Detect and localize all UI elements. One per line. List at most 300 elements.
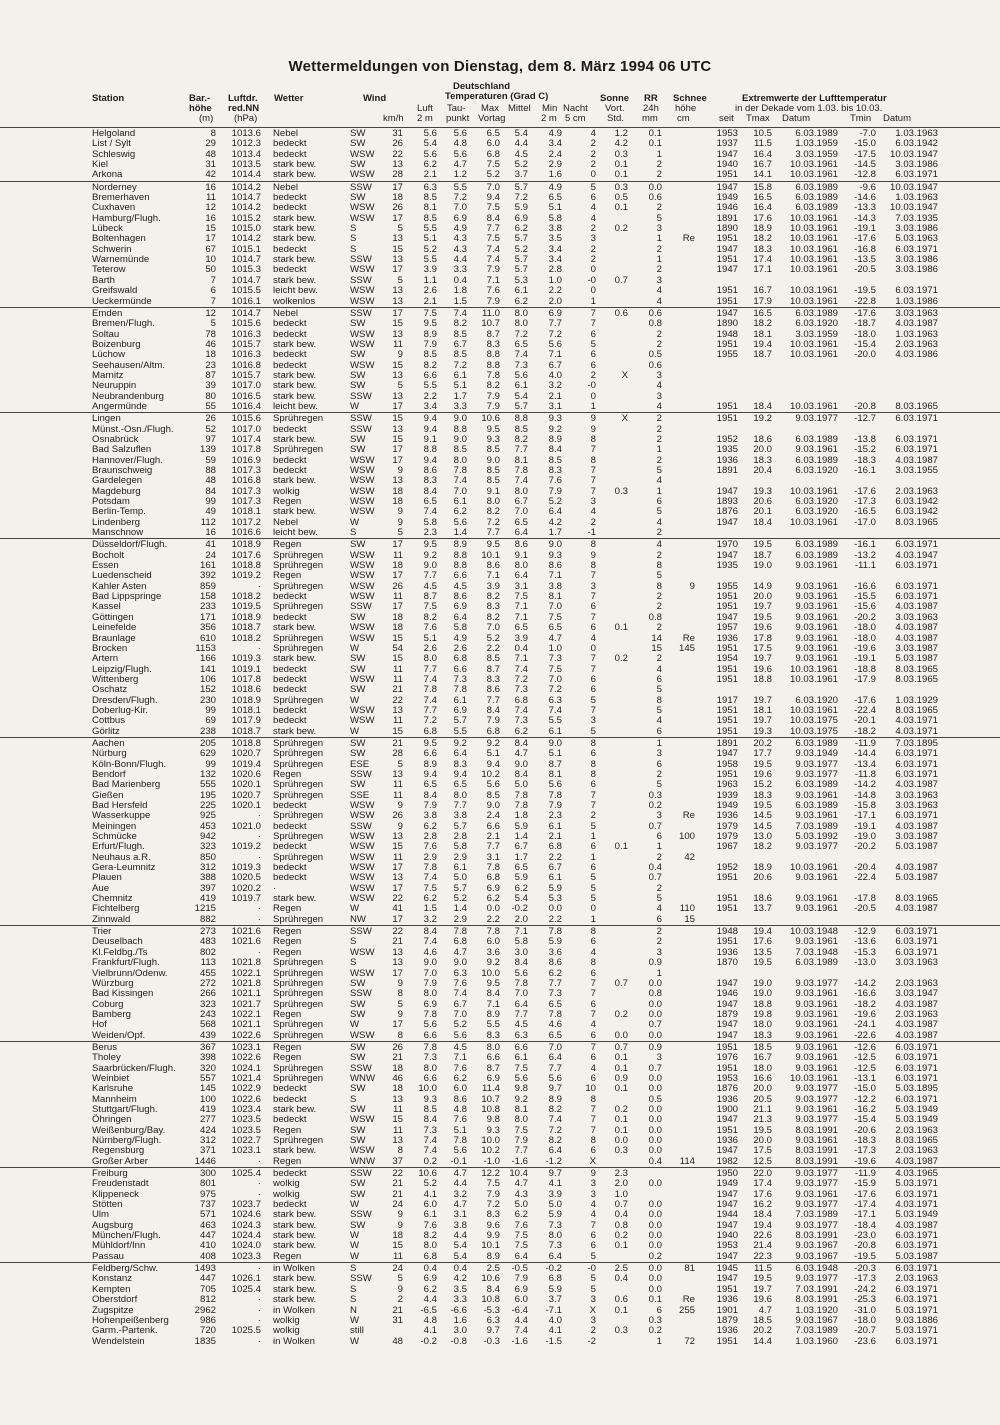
cell-since-year: 1949 <box>716 192 738 204</box>
cell-weather: stark bew. <box>273 169 317 181</box>
cell-weather: bedeckt <box>273 611 307 623</box>
cell-pressure: 1019.2 <box>231 570 261 582</box>
cell-min-5cm: 7 <box>590 1103 596 1115</box>
table-row <box>0 330 1000 340</box>
cell-temp-air: 6.6 <box>423 1029 437 1041</box>
cell-weather: stark bew. <box>273 369 317 381</box>
cell-tmin-date: 6.03.1971 <box>895 926 938 938</box>
cell-mean: 4.5 <box>514 148 528 160</box>
cell-wind-dir: SW <box>350 684 366 696</box>
cell-min-5cm: 1 <box>590 831 596 843</box>
cell-temp-air: 8.0 <box>423 988 437 1000</box>
cell-snow-depth: 72 <box>684 1335 695 1347</box>
cell-tmax: 18.3 <box>753 243 772 255</box>
cell-pressure: 1020.2 <box>231 882 261 894</box>
cell-min-5cm: 4 <box>590 1199 596 1211</box>
cell-pressure: 1018.7 <box>231 622 261 634</box>
cell-tmax-date: 10.03.1961 <box>789 223 838 235</box>
cell-wind-dir: WSW <box>350 893 375 905</box>
cell-station: Nürnberg/Flugh. <box>92 1135 162 1146</box>
cell-wind-dir: SSW <box>350 390 372 402</box>
cell-since-year: 1936 <box>716 454 738 466</box>
cell-mean: 6.5 <box>514 862 528 874</box>
cell-pressure: · <box>257 831 261 843</box>
cell-tmax-date: 9.03.1961 <box>795 1041 838 1053</box>
cell-weather: Sprühregen <box>273 913 324 925</box>
cell-pressure: · <box>257 1155 261 1167</box>
cell-rain-24h: 15 <box>651 642 662 654</box>
cell-mean: 6.9 <box>514 212 528 224</box>
cell-tmin-date: 5.03.1895 <box>895 1083 938 1095</box>
cell-wind-dir: WSW <box>350 148 375 160</box>
cell-tmax: 20.0 <box>753 1135 772 1146</box>
cell-station: Frankfurt/Flugh. <box>92 957 160 969</box>
table-row <box>0 160 1000 170</box>
cell-wind-dir: SW <box>350 318 366 330</box>
cell-max-prev: 2.2 <box>486 642 500 654</box>
station-group <box>0 737 1000 925</box>
cell-tmax: 18.3 <box>753 789 772 801</box>
cell-tmax-date: 6.03.1989 <box>795 307 838 319</box>
cell-weather: bedeckt <box>273 862 307 874</box>
cell-min-5cm: -2 <box>587 1335 596 1347</box>
cell-pressure: 1026.1 <box>231 1273 261 1285</box>
cell-station: Weißenburg/Bay. <box>92 1124 166 1136</box>
cell-pressure: 1016.8 <box>231 359 261 371</box>
cell-tmin: -15.4 <box>854 338 876 350</box>
cell-tmax: 19.6 <box>753 622 772 634</box>
cell-sun-hours: 1.2 <box>614 128 628 139</box>
cell-tmax-date: 9.03.1977 <box>795 768 838 780</box>
cell-mean: 4.7 <box>514 1178 528 1190</box>
cell-tmax-date: 9.03.1961 <box>795 642 838 654</box>
cell-station: Leinefelde <box>92 622 137 634</box>
cell-pressure: 1014.7 <box>231 274 261 286</box>
cell-min-2m: 3.7 <box>548 1294 562 1306</box>
cell-min-2m: 8.7 <box>548 758 562 770</box>
cell-min-5cm: 7 <box>590 591 596 603</box>
cell-min-2m: 8.2 <box>548 1103 562 1115</box>
cell-wind-dir: SSW <box>350 1168 372 1180</box>
cell-tmax: 21.4 <box>753 1240 772 1252</box>
cell-wind-speed: 17 <box>392 570 403 582</box>
cell-since-year: 1940 <box>716 1230 738 1242</box>
cell-wind-dir: SSE <box>350 789 370 801</box>
cell-dew-point: 7.1 <box>453 1052 467 1064</box>
table-row <box>0 1252 1000 1262</box>
cell-rain-24h: 0.0 <box>648 1145 662 1157</box>
cell-temp-air: 5.6 <box>423 128 437 139</box>
cell-max-prev: 8.2 <box>486 506 500 518</box>
cell-tmin-date: 3.03.1963 <box>895 789 938 801</box>
cell-min-2m: 6.2 <box>548 967 562 979</box>
cell-wind-dir: WSW <box>350 622 375 634</box>
cell-max-prev: 8.7 <box>486 1062 500 1074</box>
cell-tmax-date: 10.03.1975 <box>789 725 838 737</box>
cell-height: 266 <box>199 988 216 1000</box>
cell-weather: Sprühregen <box>273 779 324 791</box>
cell-height: 16 <box>205 527 216 539</box>
cell-max-prev: 9.9 <box>486 1230 500 1242</box>
cell-min-2m: 7.0 <box>548 601 562 613</box>
cell-tmin-date: 6.03.1971 <box>895 1263 938 1275</box>
cell-temp-air: 0.4 <box>423 1263 437 1275</box>
cell-station: Gardelegen <box>92 475 143 487</box>
cell-wind-speed: 13 <box>392 1135 403 1146</box>
cell-mean: 6.5 <box>514 338 528 350</box>
cell-mean: 5.0 <box>514 779 528 791</box>
cell-weather: Sprühregen <box>273 1072 324 1084</box>
cell-wind-dir: SSW <box>350 1209 372 1221</box>
cell-sun-hours: X <box>621 413 628 425</box>
cell-since-year: 1955 <box>716 349 738 361</box>
cell-temp-air: 4.8 <box>423 1314 437 1326</box>
cell-sun-hours: 0.9 <box>614 1072 628 1084</box>
cell-height: 100 <box>199 1093 216 1105</box>
cell-station: Warnemünde <box>92 254 150 266</box>
cell-mean: 7.8 <box>514 977 528 989</box>
cell-tmax-date: 3.03.1959 <box>795 148 838 160</box>
cell-rain-24h: 0.0 <box>648 1135 662 1146</box>
cell-wind-speed: 13 <box>392 957 403 969</box>
table-row <box>0 716 1000 726</box>
header-datum2: Datum <box>883 113 911 124</box>
cell-wind-speed: 17 <box>392 454 403 466</box>
cell-max-prev: 7.9 <box>486 715 500 727</box>
cell-mean: 8.0 <box>514 485 528 497</box>
cell-mean: 7.4 <box>514 663 528 675</box>
cell-since-year: 1982 <box>716 1155 738 1167</box>
cell-temp-air: 8.4 <box>423 926 437 938</box>
header-deutschland: Deutschland <box>453 81 511 92</box>
cell-wind-dir: SW <box>350 1188 366 1200</box>
cell-wind-dir: WSW <box>350 1029 375 1041</box>
cell-mean: 7.8 <box>514 800 528 811</box>
cell-rain-24h: 0.7 <box>648 1062 662 1074</box>
cell-pressure: 1020.7 <box>231 789 261 801</box>
cell-wind-dir: WSW <box>350 1114 375 1126</box>
cell-height: 139 <box>199 444 216 456</box>
cell-max-prev: 8.0 <box>486 1041 500 1053</box>
cell-temp-air: 7.5 <box>423 882 437 894</box>
cell-tmax-date: 10.03.1961 <box>789 338 838 350</box>
cell-tmax: 18.7 <box>753 349 772 361</box>
cell-tmin-date: 8.03.1965 <box>895 1135 938 1146</box>
cell-mean: 7.1 <box>514 611 528 623</box>
cell-station: Stötten <box>92 1199 123 1211</box>
cell-wind-dir: SW <box>350 539 366 551</box>
cell-min-5cm: 9 <box>590 549 596 561</box>
cell-mean: 1.8 <box>514 810 528 822</box>
cell-mean: 3.1 <box>514 580 528 592</box>
cell-max-prev: 2.4 <box>486 810 500 822</box>
cell-pressure: 1014.2 <box>231 181 261 193</box>
cell-station: Lingen <box>92 413 121 425</box>
cell-height: 720 <box>199 1325 216 1337</box>
header-station: Station <box>92 93 125 104</box>
cell-wind-speed: 15 <box>392 243 403 255</box>
cell-wind-speed: 13 <box>392 390 403 402</box>
cell-max-prev: 8.3 <box>486 601 500 613</box>
cell-tmin-date: 6.03.1971 <box>895 539 938 551</box>
cell-since-year: 1947 <box>716 485 738 497</box>
cell-temp-air: 8.7 <box>423 591 437 603</box>
cell-min-5cm: 8 <box>590 926 596 938</box>
cell-pressure: 1023.1 <box>231 1145 261 1157</box>
cell-dew-point: 5.6 <box>453 516 467 528</box>
cell-tmin-date: 6.03.1971 <box>895 243 938 255</box>
cell-since-year: 1951 <box>716 872 738 884</box>
cell-pressure: 1016.8 <box>231 475 261 487</box>
cell-wind-dir: SSW <box>350 413 372 425</box>
cell-station: Regensburg <box>92 1145 145 1157</box>
cell-since-year: 1947 <box>716 1250 738 1262</box>
cell-dew-point: 9.0 <box>453 433 467 445</box>
table-row <box>0 1326 1000 1336</box>
cell-rain-24h: 0.0 <box>648 1178 662 1190</box>
cell-min-2m: 8.5 <box>548 454 562 466</box>
cell-weather: stark bew. <box>273 390 317 402</box>
cell-mean: 7.5 <box>514 1062 528 1074</box>
cell-min-5cm: 7 <box>590 800 596 811</box>
cell-max-prev: 8.0 <box>486 496 500 508</box>
header-bar1: Bar.- <box>189 93 211 104</box>
cell-sun-hours: 0.6 <box>614 1294 628 1306</box>
cell-height: 18 <box>205 349 216 361</box>
cell-since-year: 1936 <box>716 1325 738 1337</box>
table-row <box>0 170 1000 180</box>
cell-tmin-date: 4.03.1987 <box>895 1155 938 1167</box>
cell-min-2m: 8.1 <box>548 591 562 603</box>
cell-tmin-date: 1.03.1963 <box>895 128 938 139</box>
table-row <box>0 507 1000 517</box>
cell-wind-dir: SW <box>350 380 366 392</box>
cell-temp-air: 7.4 <box>423 1145 437 1157</box>
cell-weather: Nebel <box>273 307 299 319</box>
cell-dew-point: 3.3 <box>453 264 467 276</box>
cell-wind-dir: S <box>350 223 357 235</box>
station-group <box>0 1262 1000 1347</box>
cell-pressure: 1021.0 <box>231 820 261 832</box>
cell-tmax-date: 9.03.1961 <box>795 988 838 1000</box>
cell-height: 10 <box>205 254 216 266</box>
cell-since-year: 1947 <box>716 243 738 255</box>
cell-sun-hours: 0.1 <box>614 202 628 214</box>
cell-tmax: 19.5 <box>753 611 772 623</box>
cell-weather: bedeckt <box>273 704 307 716</box>
cell-station: Kl.Feldbg./Ts <box>92 946 148 958</box>
cell-wind-speed: 13 <box>392 1093 403 1105</box>
cell-rain-24h: 6 <box>656 831 662 843</box>
cell-wind-speed: 17 <box>392 307 403 319</box>
cell-height: 16 <box>205 181 216 193</box>
cell-tmax-date: 6.03.1920 <box>795 318 838 330</box>
cell-sun-hours: 0.7 <box>614 977 628 989</box>
station-group <box>0 1041 1000 1167</box>
cell-height: 557 <box>199 1072 216 1084</box>
station-group <box>0 412 1000 538</box>
cell-station: Weinbiet <box>92 1072 130 1084</box>
cell-wind-dir: S <box>350 936 357 948</box>
table-row <box>0 139 1000 149</box>
cell-height: 24 <box>205 549 216 561</box>
cell-tmax: 19.0 <box>753 560 772 572</box>
cell-wind-dir: WSW <box>350 704 375 716</box>
cell-pressure: 1014.4 <box>231 169 261 181</box>
cell-temp-air: 7.4 <box>423 1135 437 1146</box>
cell-height: 410 <box>199 1240 216 1252</box>
cell-pressure: 1014.7 <box>231 307 261 319</box>
cell-wind-speed: 15 <box>392 653 403 665</box>
cell-min-2m: 6.1 <box>548 872 562 884</box>
cell-since-year: 1947 <box>716 1114 738 1126</box>
cell-temp-air: 9.4 <box>423 454 437 466</box>
cell-rain-24h: 0.0 <box>648 1124 662 1136</box>
cell-rain-24h: 6 <box>656 673 662 685</box>
cell-mean: 5.2 <box>514 243 528 255</box>
cell-max-prev: 9.3 <box>486 433 500 445</box>
cell-station: Bamberg <box>92 1008 131 1020</box>
cell-rain-24h: 0.8 <box>648 988 662 1000</box>
station-group <box>0 127 1000 181</box>
cell-station: Seehausen/Altm. <box>92 359 166 371</box>
cell-dew-point: 1.8 <box>453 285 467 297</box>
table-row <box>0 791 1000 801</box>
cell-sun-hours: 0.2 <box>614 223 628 235</box>
cell-rain-24h: 0.0 <box>648 1103 662 1115</box>
cell-mean: 9.1 <box>514 549 528 561</box>
cell-wind-speed: 17 <box>392 862 403 874</box>
cell-pressure: · <box>257 810 261 822</box>
cell-since-year: 1952 <box>716 433 738 445</box>
cell-tmax: 19.7 <box>753 715 772 727</box>
cell-station: Oberstdorf <box>92 1294 138 1306</box>
cell-since-year: 1891 <box>716 465 738 476</box>
cell-station: Cuxhaven <box>92 202 136 214</box>
cell-max-prev: 7.7 <box>486 527 500 539</box>
cell-rain-24h: 1 <box>656 233 662 245</box>
cell-max-prev: 6.8 <box>486 148 500 160</box>
cell-tmax-date: 6.03.1989 <box>795 454 838 466</box>
cell-max-prev: 2.2 <box>486 913 500 925</box>
cell-tmin: -15.4 <box>854 1114 876 1126</box>
cell-dew-point: 7.0 <box>453 485 467 497</box>
cell-max-prev: 7.0 <box>486 181 500 193</box>
cell-max-prev: 9.4 <box>486 758 500 770</box>
cell-tmin-date: 2.03.1963 <box>895 485 938 497</box>
cell-max-prev: -0.3 <box>483 1335 500 1347</box>
cell-tmax-date: 9.03.1977 <box>795 1083 838 1095</box>
cell-tmax: 18.2 <box>753 233 772 245</box>
cell-station: Bad Marienberg <box>92 779 161 791</box>
cell-pressure: 1018.2 <box>231 632 261 644</box>
cell-station: Aue <box>92 882 110 894</box>
cell-weather: Regen <box>273 1041 302 1053</box>
table-row <box>0 822 1000 832</box>
cell-min-2m: 8.1 <box>548 768 562 780</box>
table-row <box>0 476 1000 486</box>
cell-temp-air: 9.0 <box>423 957 437 969</box>
cell-tmax-date: 9.03.1961 <box>795 810 838 822</box>
cell-dew-point: 5.0 <box>453 872 467 884</box>
cell-min-2m: 6.7 <box>548 359 562 371</box>
cell-tmin: -22.4 <box>854 872 876 884</box>
cell-station: Berlin-Temp. <box>92 506 146 518</box>
cell-rain-24h: 2 <box>656 653 662 665</box>
cell-min-5cm: 6 <box>590 673 596 685</box>
cell-min-2m: 8.6 <box>548 560 562 572</box>
cell-station: Schleswig <box>92 148 136 160</box>
cell-tmin-date: 4.03.1971 <box>895 715 938 727</box>
cell-min-5cm: 5 <box>590 181 596 193</box>
cell-rain-24h: 2 <box>656 622 662 634</box>
cell-max-prev: 10.2 <box>481 1145 500 1157</box>
header-24h: 24h <box>643 103 659 114</box>
cell-max-prev: 7.9 <box>486 400 500 412</box>
cell-sun-hours: 2.5 <box>614 1263 628 1275</box>
cell-weather: bedeckt <box>273 673 307 685</box>
cell-min-5cm: 6 <box>590 328 596 340</box>
cell-mean: 6.2 <box>514 882 528 894</box>
cell-wind-dir: WSW <box>350 169 375 181</box>
table-row <box>0 1241 1000 1251</box>
cell-mean: 7.0 <box>514 506 528 518</box>
cell-max-prev: 6.0 <box>486 936 500 948</box>
cell-height: 7 <box>210 295 216 307</box>
cell-temp-air: 7.6 <box>423 1219 437 1231</box>
cell-station: Karlsruhe <box>92 1083 134 1095</box>
cell-dew-point: 4.8 <box>453 1103 467 1115</box>
cell-wind-speed: 22 <box>392 1168 403 1180</box>
cell-rain-24h: 0.9 <box>648 957 662 969</box>
cell-since-year: 1947 <box>716 264 738 276</box>
cell-tmax-date: 9.03.1977 <box>795 841 838 853</box>
table-row <box>0 1020 1000 1030</box>
cell-wind-speed: 8 <box>397 1145 403 1157</box>
cell-min-2m: 3.8 <box>548 580 562 592</box>
table-row <box>0 1084 1000 1094</box>
cell-sun-hours: 0.1 <box>614 622 628 634</box>
header-wind: Wind <box>363 93 387 104</box>
cell-since-year: 1952 <box>716 862 738 874</box>
cell-wind-speed: 11 <box>393 789 403 801</box>
cell-station: Großer Arber <box>92 1155 148 1167</box>
cell-min-5cm: 8 <box>590 539 596 551</box>
cell-tmin: -16.8 <box>854 243 876 255</box>
table-row <box>0 255 1000 265</box>
cell-wind-speed: 15 <box>392 413 403 425</box>
cell-pressure: 1018.6 <box>231 684 261 696</box>
cell-weather: bedeckt <box>273 715 307 727</box>
cell-tmax: 4.7 <box>758 1304 772 1316</box>
cell-tmin-date: 6.03.1971 <box>895 1294 938 1306</box>
cell-temp-air: 8.6 <box>423 465 437 476</box>
cell-dew-point: 1.4 <box>453 527 467 539</box>
cell-tmin-date: 4.03.1987 <box>895 632 938 644</box>
cell-pressure: · <box>257 1314 261 1326</box>
cell-weather: Regen <box>273 936 302 948</box>
cell-min-2m: 2.3 <box>548 810 562 822</box>
cell-temp-air: 5.4 <box>423 138 437 150</box>
cell-min-2m: 1.0 <box>548 274 562 286</box>
cell-tmax: 18.8 <box>753 998 772 1010</box>
cell-wind-speed: 8 <box>397 1029 403 1041</box>
cell-temp-air: 7.4 <box>423 936 437 948</box>
cell-min-5cm: -0 <box>587 1263 596 1275</box>
cell-weather: Regen <box>273 1124 302 1136</box>
cell-tmin: -19.5 <box>854 1250 876 1262</box>
cell-temp-air: 9.5 <box>423 539 437 551</box>
